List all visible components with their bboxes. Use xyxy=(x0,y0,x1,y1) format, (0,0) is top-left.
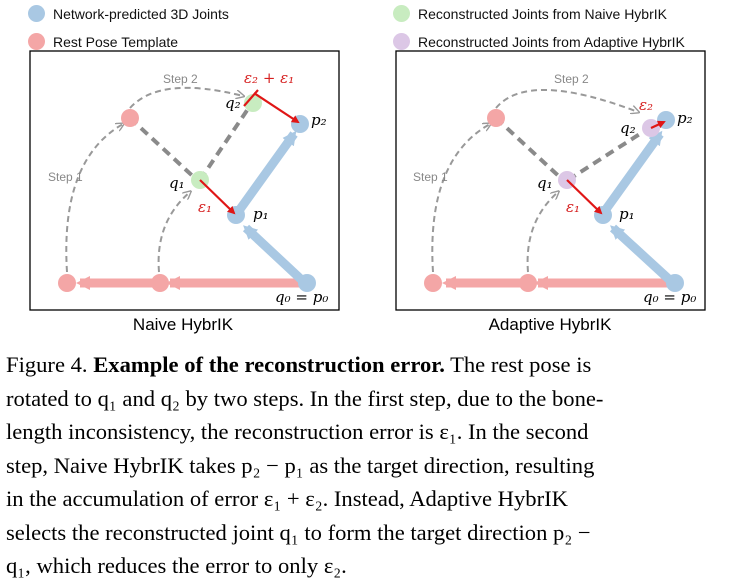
step1-label: Step 1 xyxy=(48,170,83,184)
panel-title: Adaptive HybrIK xyxy=(488,315,612,334)
predicted-bone xyxy=(246,228,305,283)
step1-arc xyxy=(432,124,490,272)
label-q1: q₁ xyxy=(537,174,553,192)
label-q0-p0: q₀ = p₀ xyxy=(643,288,697,306)
panel-title: Naive HybrIK xyxy=(132,315,234,334)
step2-label: Step 2 xyxy=(163,72,198,86)
label-q0-p0: q₀ = p₀ xyxy=(275,288,329,306)
label-e2: ε₂ xyxy=(639,96,654,114)
label-e1: ε₁ xyxy=(566,198,581,216)
step1-arc xyxy=(66,124,123,272)
caption-line: in the accumulation of error ε₁ + ε₂. Instead, Adaptive HybrIK xyxy=(6,486,568,511)
step1-arc xyxy=(528,192,558,272)
reconstructed-bone xyxy=(130,118,198,181)
label-q1: q₁ xyxy=(169,174,185,192)
step2-arc xyxy=(496,90,638,112)
label-e2-plus-e1: ε₂ + ε₁ xyxy=(244,69,295,87)
label-q2: q₂ xyxy=(225,94,241,112)
caption-text: The rest pose is xyxy=(444,352,592,377)
label-p2: p₂ xyxy=(677,109,693,127)
rest-joint xyxy=(487,109,505,127)
label-p2: p₂ xyxy=(311,111,327,129)
predicted-bone xyxy=(238,134,294,212)
predicted-bone xyxy=(613,228,673,283)
reconstructed-bone xyxy=(496,118,564,181)
legend-label: Reconstructed Joints from Naive HybrIK xyxy=(418,5,667,22)
caption-line xyxy=(6,348,726,382)
label-q2: q₂ xyxy=(620,119,636,137)
caption-title: Example of the reconstruction error. xyxy=(93,352,445,377)
caption-line: selects the reconstructed joint q₁ to form the target direction p₂ − xyxy=(6,519,591,545)
legend-label: Rest Pose Template xyxy=(53,33,179,50)
step1-arc xyxy=(159,192,190,272)
rest-joint xyxy=(151,274,169,292)
rest-joint xyxy=(424,274,442,292)
caption-line: step, Naive HybrIK takes p₂ − p₁ as the target direction, resulting xyxy=(6,452,595,478)
step2-label: Step 2 xyxy=(554,72,589,86)
rest-joint xyxy=(519,274,537,292)
label-p1: p₁ xyxy=(253,205,269,223)
predicted-joint-p2 xyxy=(291,115,309,133)
reconstructed-bone xyxy=(200,103,252,180)
panel-naive xyxy=(30,51,339,334)
legend-label: Network-predicted 3D Joints xyxy=(53,5,229,22)
caption-figure-number: Figure 4. xyxy=(6,352,94,377)
legend-label: Reconstructed Joints from Adaptive HybrIK xyxy=(418,33,685,50)
label-p1: p₁ xyxy=(619,205,635,223)
rest-joint xyxy=(121,109,139,127)
step1-label: Step 1 xyxy=(413,170,448,184)
predicted-bone xyxy=(604,134,660,212)
panel-adaptive xyxy=(396,51,705,334)
label-e1: ε₁ xyxy=(198,198,213,216)
caption-line: rotated to q₁ and q₂ by two steps. In the first step, due to the bone- xyxy=(6,385,604,411)
caption-line: q₁, which reduces the error to only ε₂. xyxy=(6,553,347,578)
caption-line: length inconsistency, the reconstruction error is ε₁. In the second xyxy=(6,419,589,444)
rest-joint xyxy=(58,274,76,292)
figure-caption xyxy=(6,348,726,583)
